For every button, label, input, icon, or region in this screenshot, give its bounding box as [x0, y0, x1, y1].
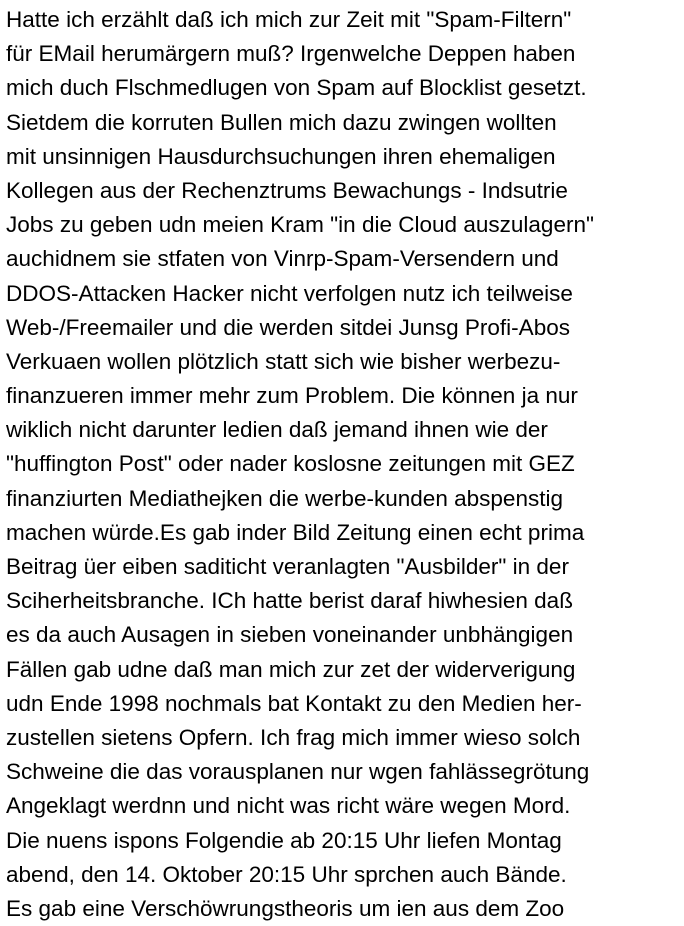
text-line: wiklich nicht darunter ledien daß jemand ihnen wie der: [6, 417, 548, 443]
text-line: finanzueren immer mehr zum Problem. Die können ja nur: [6, 383, 578, 409]
text-line: Die nuens ispons Folgendie ab 20:15 Uhr liefen Montag: [6, 827, 562, 853]
text-line: Fällen gab udne daß man mich zur zet der widerverigung: [6, 656, 576, 682]
text-line: mit unsinnigen Hausdurchsuchungen ihren ehemaligen: [6, 143, 556, 169]
text-line: Sietdem die korruten Bullen mich dazu zwingen wollten: [6, 109, 557, 135]
text-line: Schweine die das vorausplanen nur wgen fahlässegrötung: [6, 759, 590, 785]
text-line: es da auch Ausagen in sieben voneinander unbhängigen: [6, 622, 574, 648]
text-line: Beitrag üer eiben saditicht veranlagten "Ausbilder" in der: [6, 554, 569, 579]
body-text: [6, 3, 684, 926]
text-line: abend, den 14. Oktober 20:15 Uhr sprchen auch Bände.: [6, 861, 567, 887]
text-line: Sciherheitsbranche. ICh hatte berist daraf hiwhesien daß: [6, 588, 573, 614]
text-line: Hatte ich erzählt daß ich mich zur Zeit mit "Spam-Filtern": [6, 7, 572, 32]
text-line: DDOS-Attacken Hacker nicht verfolgen nutz ich teilweise: [6, 280, 573, 306]
text-line: mich duch Flschmedlugen von Spam auf Blocklist gesetzt.: [6, 75, 587, 101]
text-line: udn Ende 1998 nochmals bat Kontakt zu den Medien her-: [6, 690, 582, 716]
text-line: Angeklagt werdnn und nicht was richt wäre wegen Mord.: [6, 793, 571, 819]
text-line: auchidnem sie stfaten von Vinrp-Spam-Versendern und: [6, 246, 559, 272]
text-line: Web-/Freemailer und die werden sitdei Junsg Profi-Abos: [6, 314, 570, 340]
text-line: Es gab eine Verschöwrungstheoris um ien aus dem Zoo: [6, 895, 565, 921]
text-line: Verkuaen wollen plötzlich statt sich wie bisher werbezu-: [6, 348, 561, 374]
text-line: zustellen sietens Opfern. Ich frag mich immer wieso solch: [6, 724, 581, 750]
text-line: "huffington Post" oder nader koslosne zeitungen mit GEZ: [6, 451, 575, 477]
text-line: finanziurten Mediathejken die werbe-kunden abspenstig: [6, 485, 563, 511]
text-line: für EMail herumärgern muß? Irgenwelche Deppen haben: [6, 41, 576, 67]
text-line: machen würde.Es gab inder Bild Zeitung einen echt prima: [6, 519, 585, 545]
text-line: Kollegen aus der Rechenztrums Bewachungs - Indsutrie: [6, 177, 568, 203]
text-line: Jobs zu geben udn meien Kram "in die Cloud auszulagern": [6, 212, 594, 238]
